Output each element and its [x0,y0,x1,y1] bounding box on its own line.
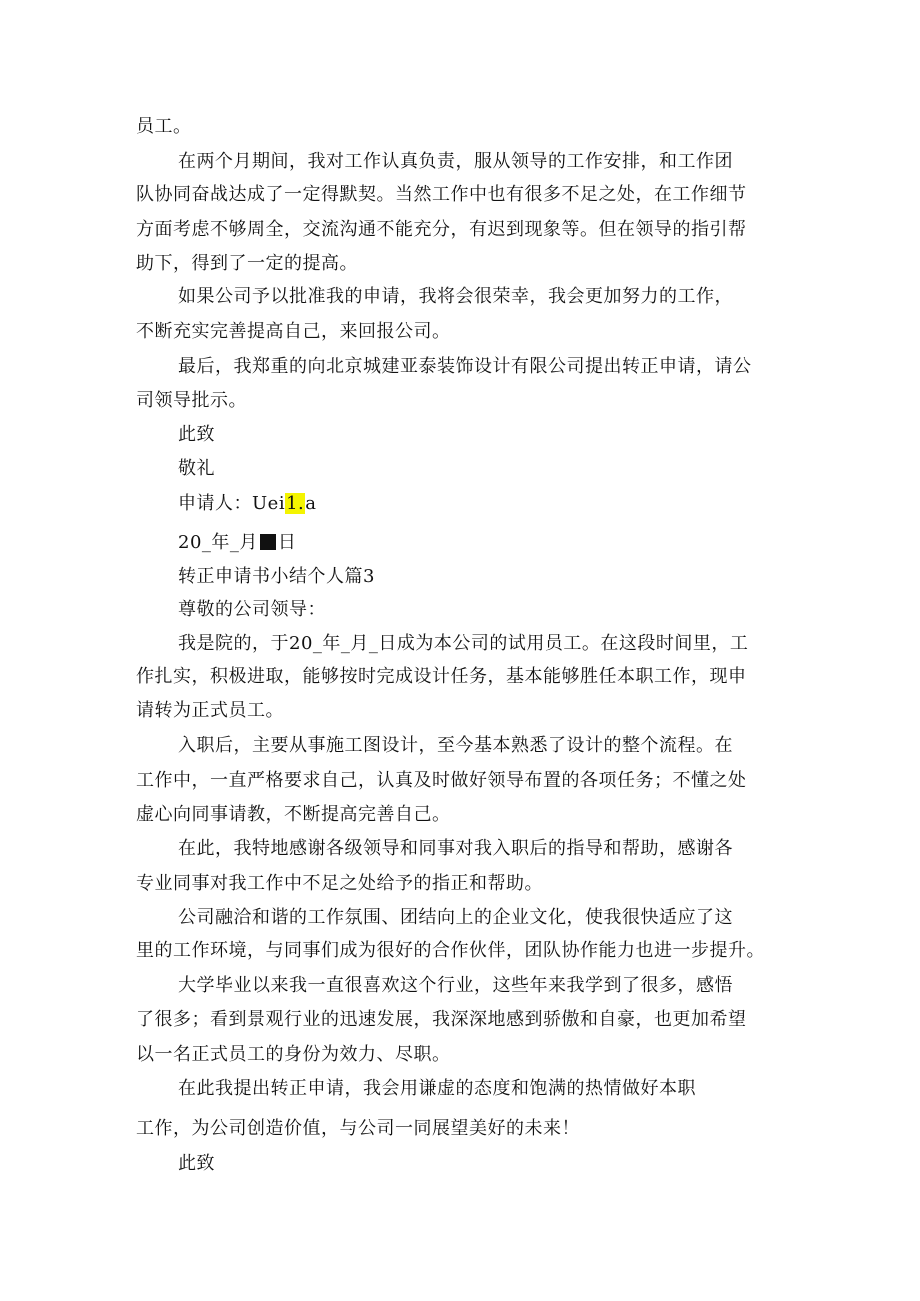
text-line: 以一名正式员工的身份为效力、尽职。 [136,1044,451,1065]
text-line: 公司融洽和谐的工作氛围、团结向上的企业文化，使我很快适应了这 [178,907,733,928]
closing-jingli: 敬礼 [178,458,215,479]
applicant-tail: a [305,493,317,514]
date-day: 日 [277,532,297,553]
text-line: 专业同事对我工作中不足之处给予的指正和帮助。 [136,873,543,894]
date-line [178,531,296,555]
closing-cizhi: 此致 [178,1153,215,1174]
text-line: 请转为正式员工。 [136,700,284,721]
text-line: 如果公司予以批准我的申请，我将会很荣幸，我会更加努力的工作， [178,286,733,307]
applicant-label: 申请人：Uei [178,493,286,514]
text-line: 工作，为公司创造价值，与公司一同展望美好的未来！ [136,1118,580,1139]
text-line: 不断充实完善提高自己，来回报公司。 [136,321,451,342]
redaction-block [260,534,276,550]
text-line: 在此，我特地感谢各级领导和同事对我入职后的指导和帮助，感谢各 [178,838,733,859]
text-line: 员工。 [136,116,192,137]
text-line: 方面考虑不够周全，交流沟通不能充分，有迟到现象等。但在领导的指引帮 [136,219,747,240]
text-line: 最后，我郑重的向北京城建亚泰装饰设计有限公司提出转正申请，请公 [178,356,752,377]
text-line: 我是院的，于20_年_月_日成为本公司的试用员工。在这段时间里，工 [178,633,749,654]
text-line: 在此我提出转正申请，我会用谦虚的态度和饱满的热情做好本职 [178,1078,696,1099]
section-heading: 转正申请书小结个人篇3 [178,566,375,587]
text-line: 工作中，一直严格要求自己，认真及时做好领导布置的各项任务；不懂之处 [136,770,747,791]
text-line: 入职后，主要从事施工图设计，至今基本熟悉了设计的整个流程。在 [178,735,733,756]
text-line: 队协同奋战达成了一定得默契。当然工作中也有很多不足之处，在工作细节 [136,184,747,205]
applicant-line [178,492,317,516]
highlighted-text: 1. [286,493,305,514]
text-line: 里的工作环境，与同事们成为很好的合作伙伴，团队协作能力也进一步提升。 [136,940,765,961]
text-line: 作扎实，积极进取，能够按时完成设计任务，基本能够胜任本职工作，现申 [136,666,747,687]
salutation: 尊敬的公司领导： [178,599,326,620]
date-text: 20_年_月 [178,532,258,553]
text-line: 助下，得到了一定的提高。 [136,253,358,274]
text-line: 虚心向同事请教，不断提高完善自己。 [136,804,451,825]
text-line: 了很多；看到景观行业的迅速发展，我深深地感到骄傲和自豪，也更加希望 [136,1009,747,1030]
closing-cizhi: 此致 [178,424,215,445]
text-line: 大学毕业以来我一直很喜欢这个行业，这些年来我学到了很多，感悟 [178,975,733,996]
text-line: 在两个月期间，我对工作认真负责，服从领导的工作安排，和工作团 [178,151,733,172]
text-line: 司领导批示。 [136,390,247,411]
